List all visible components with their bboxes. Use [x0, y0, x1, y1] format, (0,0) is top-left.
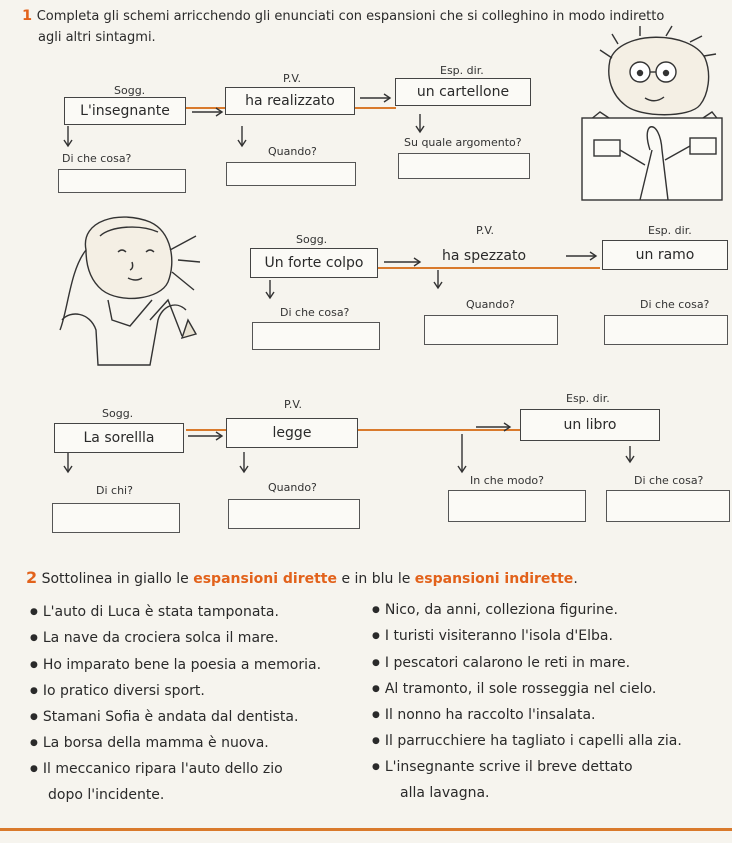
sentence-left-4[interactable]: ● Io pratico diversi sport.	[30, 683, 205, 699]
boy-with-glasses-illustration	[582, 26, 722, 200]
scheme2-question1: Di che cosa?	[280, 306, 350, 319]
exercise2-instruction-end: .	[573, 571, 578, 587]
scheme2-answer-box-2[interactable]	[424, 315, 558, 345]
scheme1-pv-label: P.V.	[283, 72, 302, 85]
sentence-left-3[interactable]: ● Ho imparato bene la poesia a memoria.	[30, 657, 321, 673]
scheme2-answer-box-1[interactable]	[252, 322, 380, 350]
scheme3-object-box: un libro	[520, 409, 660, 441]
girl-illustration	[60, 217, 200, 365]
exercise1-instruction-line1: Completa gli schemi arricchendo gli enunciati con espansioni che si colleghino in modo indiretto	[36, 9, 665, 24]
scheme1-verb-box: ha realizzato	[225, 87, 355, 115]
scheme1-answer-box-3[interactable]	[398, 153, 530, 179]
exercise2-instruction	[26, 568, 578, 587]
exercise2-instruction-pre: Sottolinea in giallo le	[41, 571, 189, 587]
exercise1-instruction-line2: agli altri sintagmi.	[38, 30, 156, 45]
scheme2-pv-label: P.V.	[476, 224, 495, 237]
scheme2-answer-box-3[interactable]	[604, 315, 728, 345]
scheme2-espdir-label: Esp. dir.	[648, 224, 692, 237]
scheme2-verb-box: ha spezzato	[442, 248, 527, 264]
scheme1-sogg-label: Sogg.	[114, 84, 146, 97]
scheme1-answer-box-2[interactable]	[226, 162, 356, 186]
scheme2-question2: Quando?	[466, 298, 515, 311]
scheme3-answer-box-2[interactable]	[228, 499, 360, 529]
scheme1-espdir-label: Esp. dir.	[440, 64, 484, 77]
scheme3-question1: Di chi?	[96, 484, 133, 497]
scheme1-question3: Su quale argomento?	[404, 136, 522, 149]
scheme1-subject-box: L'insegnante	[64, 97, 186, 125]
scheme2-sogg-label: Sogg.	[296, 233, 328, 246]
scheme1-question2: Quando?	[268, 145, 317, 158]
scheme3-subject-box: La sorellla	[54, 423, 184, 453]
exercise2-highlight-indirette: espansioni indirette	[414, 571, 574, 587]
scheme2-question3: Di che cosa?	[640, 298, 710, 311]
scheme3-question3: In che modo?	[470, 474, 544, 487]
sentence-right-7-continuation[interactable]: alla lavagna.	[400, 785, 490, 801]
exercise2-instruction-mid: e in blu le	[341, 571, 411, 587]
exercise2-number: 2	[26, 568, 38, 587]
sentence-left-7[interactable]: ● Il meccanico ripara l'auto dello zio	[30, 761, 283, 777]
scheme2-object-box: un ramo	[602, 240, 728, 270]
exercise1-number: 1	[22, 8, 33, 24]
scheme1-answer-box-1[interactable]	[58, 169, 186, 193]
scheme3-pv-label: P.V.	[284, 398, 303, 411]
scheme3-answer-box-1[interactable]	[52, 503, 180, 533]
scheme3-espdir-label: Esp. dir.	[566, 392, 610, 405]
sentence-left-7-continuation[interactable]: dopo l'incidente.	[48, 787, 165, 803]
sentence-left-1[interactable]: ● L'auto di Luca è stata tamponata.	[30, 604, 279, 620]
scheme3-answer-box-4[interactable]	[606, 490, 730, 522]
scheme3-answer-box-3[interactable]	[448, 490, 586, 522]
exercise2-highlight-dirette: espansioni dirette	[193, 571, 337, 587]
sentence-right-6[interactable]: ● Il parrucchiere ha tagliato i capelli alla zia.	[372, 733, 682, 749]
scheme3-question4: Di che cosa?	[634, 474, 704, 487]
sentence-left-6[interactable]: ● La borsa della mamma è nuova.	[30, 735, 269, 751]
scheme3-sogg-label: Sogg.	[102, 407, 134, 420]
sentence-left-5[interactable]: ● Stamani Sofia è andata dal dentista.	[30, 709, 298, 725]
sentence-right-2[interactable]: ● I turisti visiteranno l'isola d'Elba.	[372, 628, 613, 644]
scheme1-object-box: un cartellone	[395, 78, 531, 106]
sentence-right-1[interactable]: ● Nico, da anni, colleziona figurine.	[372, 602, 618, 618]
sentence-right-7[interactable]: ● L'insegnante scrive il breve dettato	[372, 759, 633, 775]
scheme3-verb-box: legge	[226, 418, 358, 448]
bottom-divider	[0, 828, 732, 831]
scheme1-question1: Di che cosa?	[62, 152, 132, 165]
sentence-left-2[interactable]: ● La nave da crociera solca il mare.	[30, 630, 279, 646]
sentence-right-4[interactable]: ● Al tramonto, il sole rosseggia nel cielo.	[372, 681, 656, 697]
scheme2-subject-box: Un forte colpo	[250, 248, 378, 278]
scheme3-question2: Quando?	[268, 481, 317, 494]
sentence-right-5[interactable]: ● Il nonno ha raccolto l'insalata.	[372, 707, 595, 723]
sentence-right-3[interactable]: ● I pescatori calarono le reti in mare.	[372, 655, 630, 671]
